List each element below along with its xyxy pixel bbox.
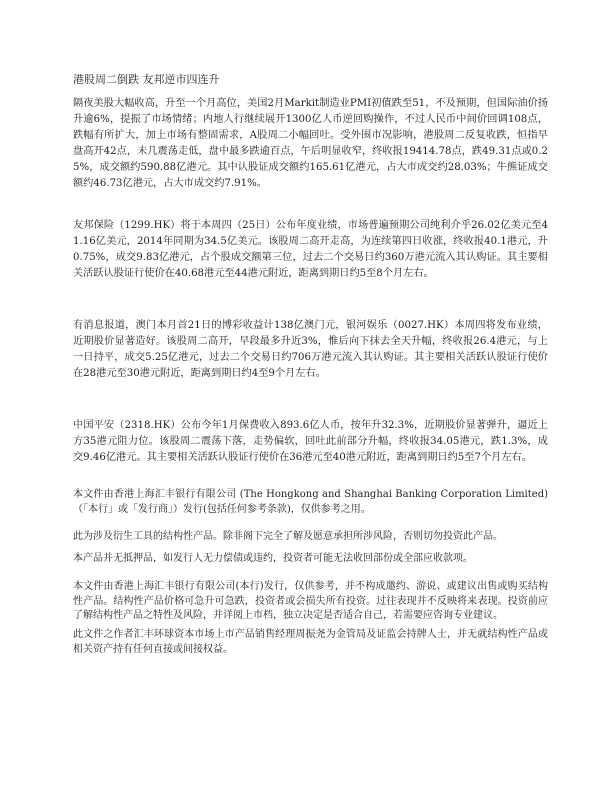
paragraph-market-summary: 隔夜美股大幅收高，升至一个月高位，美国2月Markit制造业PMI初值跌至51，不及预期，但国际油价扬升逾6%，提振了市场情绪；内地人行继续展开1300亿人币逆回购操作，不过人民币中间价回调108点，跌幅有所扩大，加上市场有整固需求，A股周二小幅回吐。受外围市况影响，港股周二反复收跌，恒指早盘高开42点，未几震荡走低，盘中最多跌逾百点，午后明显收窄，终收报19414.78点，跌49.31点或0.25%，成交额约590.88亿港元。其中认股证成交额约165.61亿港元，占大市成交约28.03%；牛熊证成交额约46.73亿港元，占大市成交约7.91%。 <box>73 98 548 189</box>
disclaimer-author: 此文件之作者汇丰环球资本市场上市产品销售经理周振尧为金管局及证监会持牌人士，并无就结构性产品或相关资产持有任何直接或间接权益。 <box>73 629 548 655</box>
disclaimer-no-collateral: 本产品并无抵押品，如发行人无力偿债或违约，投资者可能无法收回部份或全部应收款项。 <box>73 553 473 564</box>
article-title: 港股周二倒跌 友邦逆市四连升 <box>73 73 220 86</box>
paragraph-ping-an: 中国平安（2318.HK）公布今年1月保费收入893.6亿人币，按年升32.3%，近期股价显著弹升，逼近上方35港元阻力位。该股周二震荡下落，走势偏软，回吐此前部分升幅，终收报34.05港元，跌1.3%，成交9.46亿港元。其主要相关活跃认股证行使价在36港元至40港元附近，距离到期日约5至7个月左右。 <box>73 420 548 463</box>
paragraph-aia: 友邦保险（1299.HK）将于本周四（25日）公布年度业绩，市场普遍预期公司纯利介乎26.02亿美元至41.16亿美元，2014年同期为34.5亿美元。该股周二高开走高，为连续第四日收涨，终收报40.1港元，升0.75%，成交9.83亿港元，占个股成交额第三位，过去二个交易日约360万港元流入其认购证。其主要相关活跃认股证行使价在40.68港元至44港元附近，距离到期日约5至8个月左右。 <box>73 220 548 279</box>
disclaimer-issuer: 本文件由香港上海汇丰银行有限公司 (The Hongkong and Shanghai Banking Corporation Limited)（「本行」或「发行商」）发行(包括任何参考条款)，仅供参考之用。 <box>73 489 548 515</box>
disclaimer-derivative: 此为涉及衍生工具的结构性产品。除非阁下完全了解及愿意承担所涉风险，否则切勿投资此产品。 <box>73 531 503 542</box>
disclaimer-reference-only: 本文件由香港上海汇丰银行有限公司(本行)发行，仅供参考，并不构成邀约、游说、或建议出售或购买结构性产品。结构性产品价格可急升可急跌，投资者或会损失所有投资。过往表现并不反映将来表现。投资前应了解结构性产品之特性及风险，并详阅上市档，独立决定是否适合自己，若需要应咨询专业建议。 <box>73 581 548 621</box>
paragraph-galaxy: 有消息报道，澳门本月首21日的博彩收益计138亿澳门元，银河娱乐（0027.HK）本周四将发布业绩，近期股价显著造好。该股周二高开，早段最多升近3%，惟后向下抹去全天升幅，终收报26.4港元，与上一日持平，成交5.25亿港元，过去二个交易日约706万港元流入其认购证。其主要相关活跃认股证行使价在28港元至30港元附近，距离到期日约4至9个月左右。 <box>73 320 548 379</box>
